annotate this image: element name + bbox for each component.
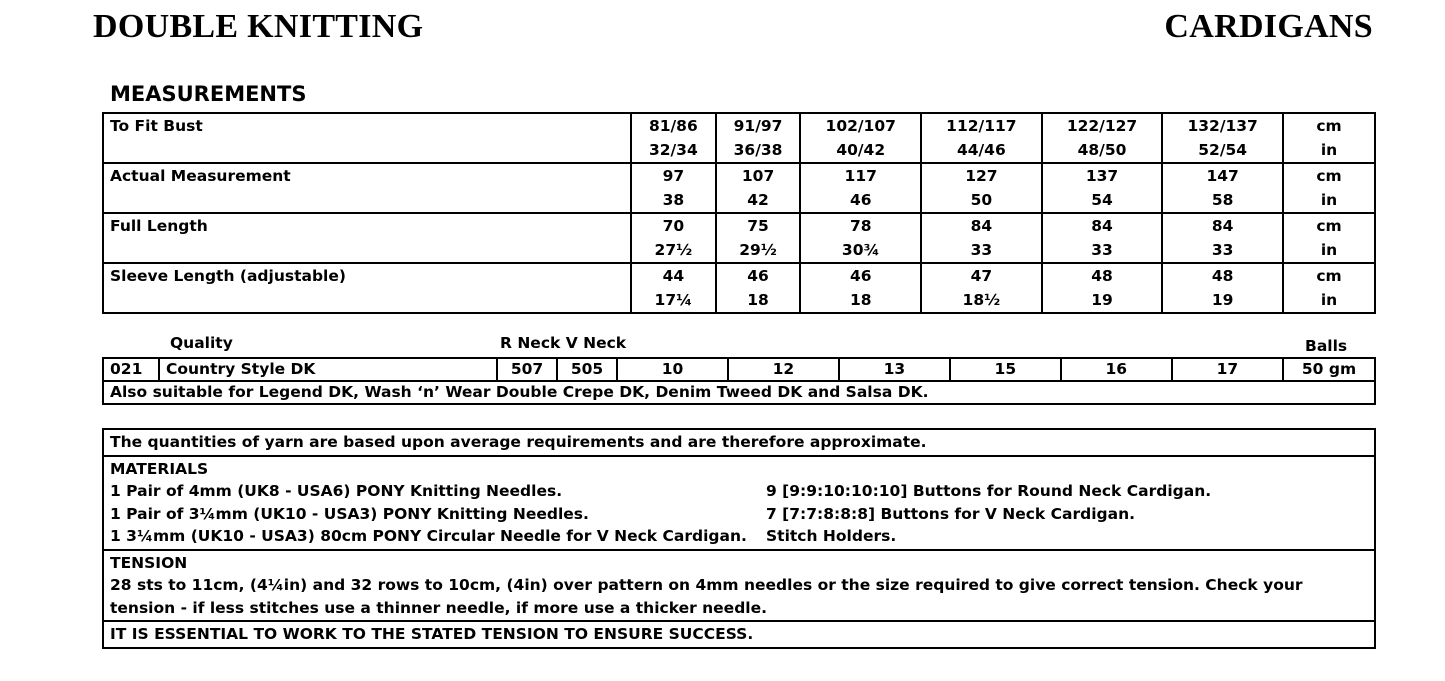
balls-size-3: 13 bbox=[839, 358, 950, 381]
unit-cm: cm bbox=[1316, 167, 1342, 185]
measurement-value-cell bbox=[631, 213, 716, 263]
measurement-in-value: 32/34 bbox=[648, 141, 698, 159]
measurement-cm-value: 132/137 bbox=[1187, 117, 1258, 135]
measurement-cm-value: 112/117 bbox=[946, 117, 1017, 135]
materials-title: MATERIALS bbox=[110, 459, 209, 478]
measurement-label: Actual Measurement bbox=[103, 163, 631, 213]
yarn-quantity-note: The quantities of yarn are based upon average requirements and are therefore approximate. bbox=[103, 429, 1375, 456]
measurement-label: To Fit Bust bbox=[103, 113, 631, 163]
measurement-in-value: 54 bbox=[1091, 191, 1113, 209]
measurement-in-value: 18½ bbox=[962, 291, 1001, 309]
measurement-in-value: 17¼ bbox=[654, 291, 693, 309]
r-neck-code: 507 bbox=[497, 358, 557, 381]
document-title-left: DOUBLE KNITTING bbox=[93, 8, 424, 45]
also-suitable-row bbox=[103, 381, 1375, 404]
measurement-cm-value: 81/86 bbox=[648, 117, 698, 135]
balls-size-6: 17 bbox=[1172, 358, 1283, 381]
measurement-cm-value: 137 bbox=[1085, 167, 1119, 185]
tension-title: TENSION bbox=[110, 553, 188, 572]
measurement-cm-value: 117 bbox=[844, 167, 877, 185]
balls-size-4: 15 bbox=[950, 358, 1061, 381]
unit-in: in bbox=[1320, 141, 1338, 159]
measurement-value-cell bbox=[921, 113, 1042, 163]
measurement-cm-value: 46 bbox=[849, 267, 872, 285]
measurement-unit-cell bbox=[1283, 213, 1375, 263]
materials-line-2-left: 1 Pair of 3¼mm (UK10 - USA3) PONY Knitting Needles. bbox=[110, 504, 589, 523]
measurement-in-value: 38 bbox=[662, 191, 685, 209]
unit-in: in bbox=[1320, 191, 1338, 209]
measurement-value-cell bbox=[1042, 213, 1163, 263]
measurement-in-value: 33 bbox=[1211, 241, 1234, 259]
measurement-cm-value: 48 bbox=[1091, 267, 1113, 285]
measurement-value-cell bbox=[800, 113, 921, 163]
yarn-code: 021 bbox=[103, 358, 159, 381]
tension-section bbox=[103, 550, 1375, 622]
unit-in: in bbox=[1320, 241, 1338, 259]
unit-cm: cm bbox=[1316, 267, 1342, 285]
measurements-table bbox=[102, 112, 1376, 314]
measurement-value-cell bbox=[1162, 263, 1283, 313]
unit-cm: cm bbox=[1316, 117, 1342, 135]
measurement-cm-value: 84 bbox=[970, 217, 993, 235]
balls-label: Balls bbox=[1305, 337, 1348, 355]
measurement-row bbox=[103, 213, 1375, 263]
materials-line-1 bbox=[110, 480, 1368, 503]
measurement-value-cell bbox=[800, 263, 921, 313]
measurement-row bbox=[103, 113, 1375, 163]
measurement-cm-value: 70 bbox=[662, 217, 685, 235]
measurement-value-cell bbox=[631, 263, 716, 313]
measurement-value-cell bbox=[1162, 113, 1283, 163]
measurement-cm-value: 44 bbox=[662, 267, 685, 285]
measurement-in-value: 27½ bbox=[654, 241, 693, 259]
materials-line-3 bbox=[110, 525, 1368, 548]
v-neck-code: 505 bbox=[557, 358, 617, 381]
neck-label: R Neck V Neck bbox=[500, 334, 627, 352]
materials-line-3-left: 1 3¼mm (UK10 - USA3) 80cm PONY Circular Needle for V Neck Cardigan. bbox=[110, 527, 747, 545]
materials-line-3-right: Stitch Holders. bbox=[766, 527, 897, 545]
measurement-value-cell bbox=[1042, 263, 1163, 313]
measurement-cm-value: 48 bbox=[1211, 267, 1234, 285]
tension-line-1: 28 sts to 11cm, (4¼in) and 32 rows to 10cm, (4in) over pattern on 4mm needles or the size required to give correct tension. Check your bbox=[110, 576, 1303, 594]
measurement-cm-value: 147 bbox=[1206, 167, 1239, 185]
measurement-cm-value: 78 bbox=[849, 217, 872, 235]
unit-in: in bbox=[1320, 291, 1338, 309]
materials-section bbox=[103, 456, 1375, 550]
measurement-row bbox=[103, 163, 1375, 213]
measurement-value-cell bbox=[716, 263, 801, 313]
materials-line-2 bbox=[110, 503, 1368, 526]
measurement-in-value: 19 bbox=[1211, 291, 1234, 309]
measurement-value-cell bbox=[631, 113, 716, 163]
measurement-value-cell bbox=[921, 163, 1042, 213]
measurement-value-cell bbox=[716, 163, 801, 213]
measurement-value-cell bbox=[800, 163, 921, 213]
balls-size-2: 12 bbox=[728, 358, 839, 381]
measurement-in-value: 58 bbox=[1211, 191, 1234, 209]
balls-size-1: 10 bbox=[617, 358, 728, 381]
measurement-cm-value: 47 bbox=[970, 267, 993, 285]
measurement-unit-cell bbox=[1283, 263, 1375, 313]
measurement-in-value: 52/54 bbox=[1198, 141, 1248, 159]
tension-essential-note: IT IS ESSENTIAL TO WORK TO THE STATED TENSION TO ENSURE SUCCESS. bbox=[103, 621, 1375, 648]
measurement-label: Full Length bbox=[103, 213, 631, 263]
measurement-value-cell bbox=[716, 113, 801, 163]
measurement-value-cell bbox=[1162, 213, 1283, 263]
measurement-value-cell bbox=[1162, 163, 1283, 213]
unit-cm: cm bbox=[1316, 217, 1342, 235]
measurement-cm-value: 97 bbox=[662, 167, 685, 185]
measurement-in-value: 33 bbox=[1091, 241, 1113, 259]
measurement-in-value: 50 bbox=[970, 191, 993, 209]
measurement-unit-cell bbox=[1283, 113, 1375, 163]
measurement-cm-value: 91/97 bbox=[733, 117, 783, 135]
measurement-value-cell bbox=[1042, 163, 1163, 213]
measurement-in-value: 44/46 bbox=[956, 141, 1006, 159]
measurement-in-value: 19 bbox=[1091, 291, 1113, 309]
measurement-cm-value: 107 bbox=[741, 167, 775, 185]
measurement-value-cell bbox=[800, 213, 921, 263]
measurement-value-cell bbox=[1042, 113, 1163, 163]
measurement-in-value: 48/50 bbox=[1077, 141, 1127, 159]
measurement-cm-value: 122/127 bbox=[1066, 117, 1138, 135]
measurement-cm-value: 84 bbox=[1211, 217, 1234, 235]
measurement-label: Sleeve Length (adjustable) bbox=[103, 263, 631, 313]
materials-line-1-right: 9 [9:9:10:10:10] Buttons for Round Neck Cardigan. bbox=[766, 482, 1212, 500]
materials-table bbox=[102, 428, 1376, 649]
measurement-in-value: 18 bbox=[849, 291, 872, 309]
measurement-value-cell bbox=[716, 213, 801, 263]
yarn-name: Country Style DK bbox=[159, 358, 497, 381]
balls-unit: 50 gm bbox=[1283, 358, 1375, 381]
measurement-in-value: 42 bbox=[747, 191, 769, 209]
measurement-in-value: 40/42 bbox=[836, 141, 886, 159]
measurement-in-value: 30¾ bbox=[841, 241, 880, 259]
measurement-in-value: 46 bbox=[849, 191, 872, 209]
yarn-table bbox=[102, 357, 1376, 405]
measurement-row bbox=[103, 263, 1375, 313]
measurement-cm-value: 127 bbox=[965, 167, 998, 185]
measurement-value-cell bbox=[631, 163, 716, 213]
tension-line-2: tension - if less stitches use a thinner needle, if more use a thicker needle. bbox=[110, 598, 768, 617]
measurement-cm-value: 46 bbox=[747, 267, 769, 285]
also-suitable-text: Also suitable for Legend DK, Wash ‘n’ Wear Double Crepe DK, Denim Tweed DK and Salsa DK. bbox=[103, 381, 1375, 404]
yarn-row bbox=[103, 358, 1375, 381]
balls-size-5: 16 bbox=[1061, 358, 1172, 381]
measurements-heading: MEASUREMENTS bbox=[110, 82, 307, 106]
document-title-right: CARDIGANS bbox=[1164, 8, 1373, 45]
measurement-in-value: 36/38 bbox=[733, 141, 783, 159]
measurement-cm-value: 75 bbox=[747, 217, 769, 235]
measurement-value-cell bbox=[921, 263, 1042, 313]
quality-label: Quality bbox=[170, 334, 233, 352]
measurement-value-cell bbox=[921, 213, 1042, 263]
measurement-cm-value: 102/107 bbox=[825, 117, 896, 135]
measurement-in-value: 29½ bbox=[739, 241, 777, 259]
materials-line-1-left: 1 Pair of 4mm (UK8 - USA6) PONY Knitting Needles. bbox=[110, 482, 563, 500]
measurement-in-value: 33 bbox=[970, 241, 993, 259]
materials-line-2-right: 7 [7:7:8:8:8] Buttons for V Neck Cardigan. bbox=[766, 504, 1136, 523]
measurement-cm-value: 84 bbox=[1091, 217, 1113, 235]
measurement-unit-cell bbox=[1283, 163, 1375, 213]
measurement-in-value: 18 bbox=[747, 291, 769, 309]
